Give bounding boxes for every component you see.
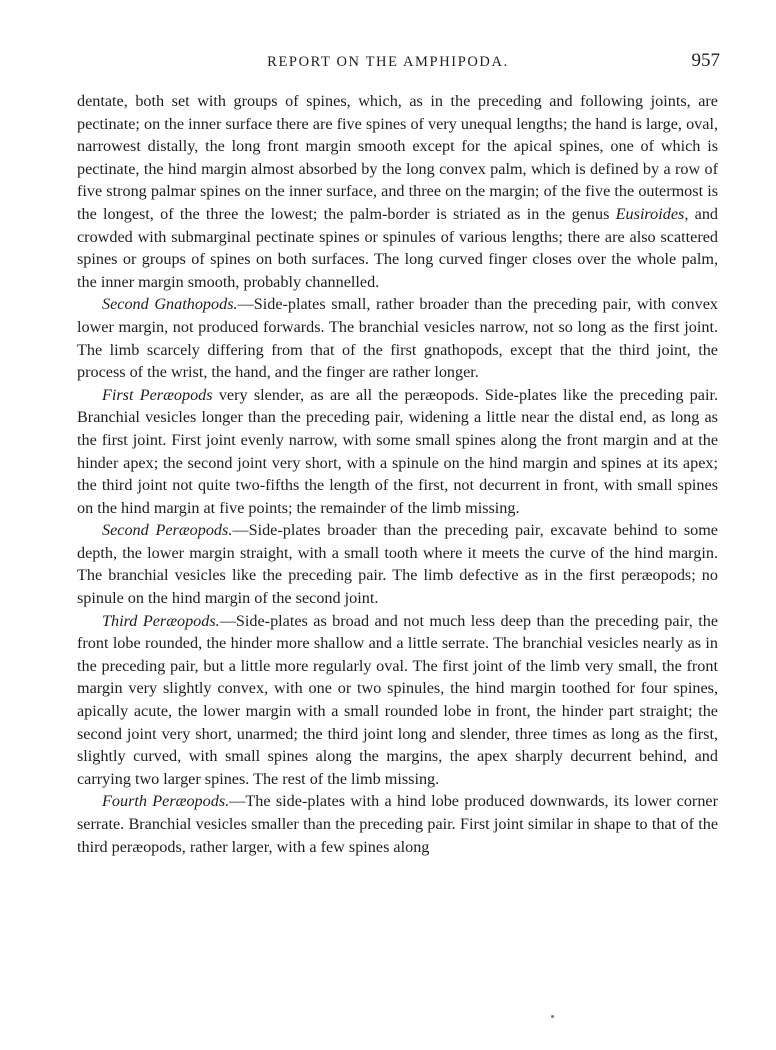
paragraph-text: —Side-plates small, rather broader than the preceding pair, with convex lower margin, not produced forwards. The branchial vesicles narrow, not so long as the first joint. The limb scarcely differing from that of the first gnathopods, except that the third joint, the process of the wrist, the hand, and the finger are rather longer. <box>77 295 718 382</box>
paragraph-text: , and crowded with submarginal pectinate spines or spinules of various lengths; there are also scattered spines or groups of spines on both surfaces. The long curved finger closes over the whole palm, the inner margin smooth, probably channelled. <box>77 204 719 291</box>
paragraph-second-gnathopods <box>77 293 718 383</box>
running-title: REPORT ON THE AMPHIPODA. <box>267 54 509 70</box>
section-heading: Second Peræopods. <box>102 521 233 540</box>
section-heading: First Peræopods <box>102 385 213 404</box>
paragraph-text: —Side-plates as broad and not much less deep than the preceding pair, the front lobe rounded, the hinder more shallow and a little serrate. The branchial vesicles nearly as in the preceding pair, but a little more regularly oval. The first joint of the limb very small, the front margin very slightly convex, with one or two spinules, the hind margin toothed for four spines, apically acute, the lower margin with a small rounded lobe in front, the hinder part straight; the second joint very short, unarmed; the third joint long and slender, three times as long as the first, slightly curved, with small spines along the margins, the apex sharply decurrent behind, and carrying two larger spines. The rest of the limb missing. <box>77 611 719 788</box>
paragraph-text: —Side-plates broader than the preceding pair, excavate behind to some depth, the lower margin straight, with a small tooth where it meets the curve of the hind margin. The branchial vesicles like the preceding pair. The limb defective as in the first peræopods; no spinule on the hind margin of the second joint. <box>77 521 718 608</box>
print-speck <box>551 1015 554 1018</box>
paragraph-text: dentate, both set with groups of spines, which, as in the preceding and following joints, are pectinate; on the inner surface there are five spines of very unequal lengths; the hand is large, oval, narrowest distally, the long front margin smooth except for the apical spines, one of which is pectinate, the hind margin almost absorbed by the long convex palm, which is defined by a row of five strong palmar spines on the inner surface, and three on the margin; of the five the outermost is the longest, of the three the lowest; the palm-border is striated as in the genus <box>77 92 718 223</box>
body-text <box>77 90 718 858</box>
paragraph-third-peraeopods <box>77 610 718 791</box>
running-head <box>0 50 776 74</box>
paragraph-second-peraeopods <box>77 519 718 609</box>
section-heading: Fourth Peræopods. <box>102 792 230 811</box>
paragraph-text: very slender, as are all the peræopods. Side-plates like the preceding pair. Branchial vesicles longer than the preceding pair, widening a little near the distal end, as long as the first joint. First joint evenly narrow, with some small spines along the front margin and at the hinder apex; the second joint very short, with a spinule on the hind margin and spines at its apex; the third joint not quite two-fifths the length of the first, not decurrent in front, with small spines on the hind margin at five points; the remainder of the limb missing. <box>77 385 718 517</box>
paragraph-text: —The side-plates with a hind lobe produced downwards, its lower corner serrate. Branchial vesicles smaller than the preceding pair. First joint similar in shape to that of the third peræopods, rather larger, with a few spines along <box>77 792 718 856</box>
section-heading: Second Gnathopods. <box>102 295 238 314</box>
genus-name: Eusiroides <box>615 204 685 223</box>
section-heading: Third Peræopods. <box>102 611 220 630</box>
paragraph-first-gnathopods-continued <box>77 90 718 293</box>
paragraph-first-peraeopods <box>77 384 718 520</box>
page-number: 957 <box>691 50 720 71</box>
paragraph-fourth-peraeopods <box>77 790 718 858</box>
